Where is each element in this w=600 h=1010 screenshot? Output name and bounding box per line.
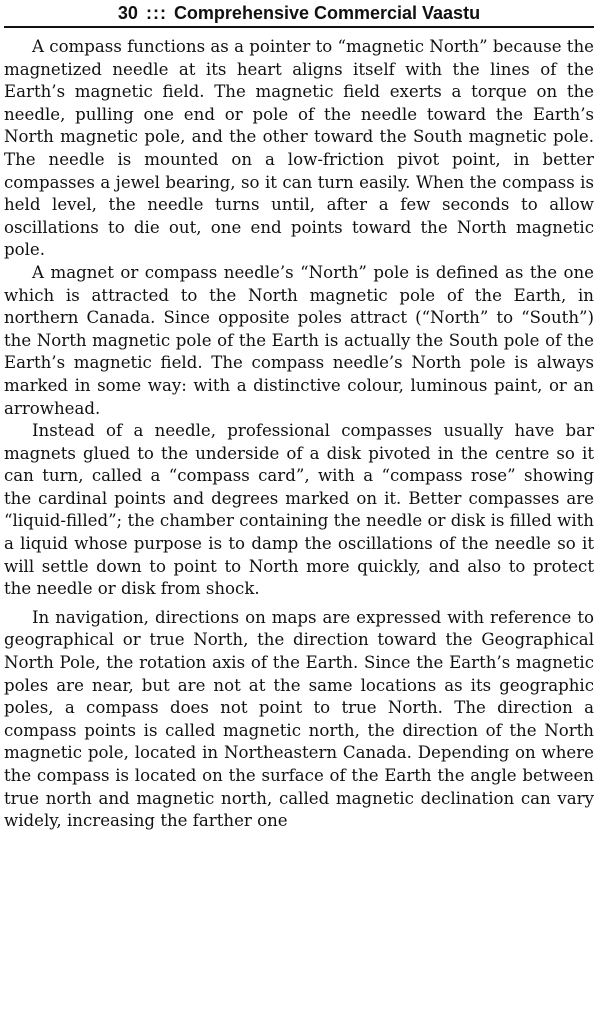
paragraph-compass-function: A compass functions as a pointer to “magnetic North” because the magnetized needle at its heart aligns itself with the lines of the Earth’s magnetic field. The magnetic field exerts a torque on the needle, pulling one end or pole of the needle toward the Earth’s North magnetic pole, and the other toward the South magnetic pole. The needle is mounted on a low-friction pivot point, in better compasses a jewel bearing, so it can turn easily. When the compass is held level, the needle turns until, after a few seconds to allow oscillations to die out, one end points toward the North magnetic pole.	[4, 37, 594, 260]
paragraph-north-pole-definition: A magnet or compass needle’s “North” pole is defined as the one which is attracted to the North magnetic pole of the Earth, in northern Canada. Since opposite poles attract (“North” to “South”) the North magnetic pole of the Earth is actually the South pole of the Earth’s magnetic field. The compass needle’s North pole is always marked in some way: with a distinctive colour, luminous paint, or an arrowhead.	[4, 262, 594, 418]
page-number: 30	[117, 2, 138, 23]
paragraph-navigation-declination: In navigation, directions on maps are expressed with reference to geographical or true North, the direction toward the Geographical North Pole, the rotation axis of the Earth. Since the Earth’s magnetic poles are near, but are not at the same locations as its geographic poles, a compass does not point to true North. The direction a compass points is called magnetic north, the direction of the North magnetic pole, located in Northeastern Canada. Depending on where the compass is located on the surface of the Earth the angle between true north and magnetic north, called magnetic declination can vary widely, increasing the farther one	[4, 607, 594, 831]
paragraph-professional-compasses: Instead of a needle, professional compasses usually have bar magnets glued to the underside of a disk pivoted in the centre so it can turn, called a “compass card”, with a “compass rose” showing the cardinal points and degrees marked on it. Better compasses are “liquid-filled”; the chamber containing the needle or disk is filled with a liquid whose purpose is to damp the oscillations of the needle so it will settle down to point to North more quickly, and also to protect the needle or disk from shock.	[4, 421, 594, 599]
book-title: Comprehensive Commercial Vaastu	[173, 2, 481, 23]
body-text	[4, 36, 594, 833]
running-header	[4, 0, 594, 28]
header-separator: :::	[145, 2, 167, 23]
